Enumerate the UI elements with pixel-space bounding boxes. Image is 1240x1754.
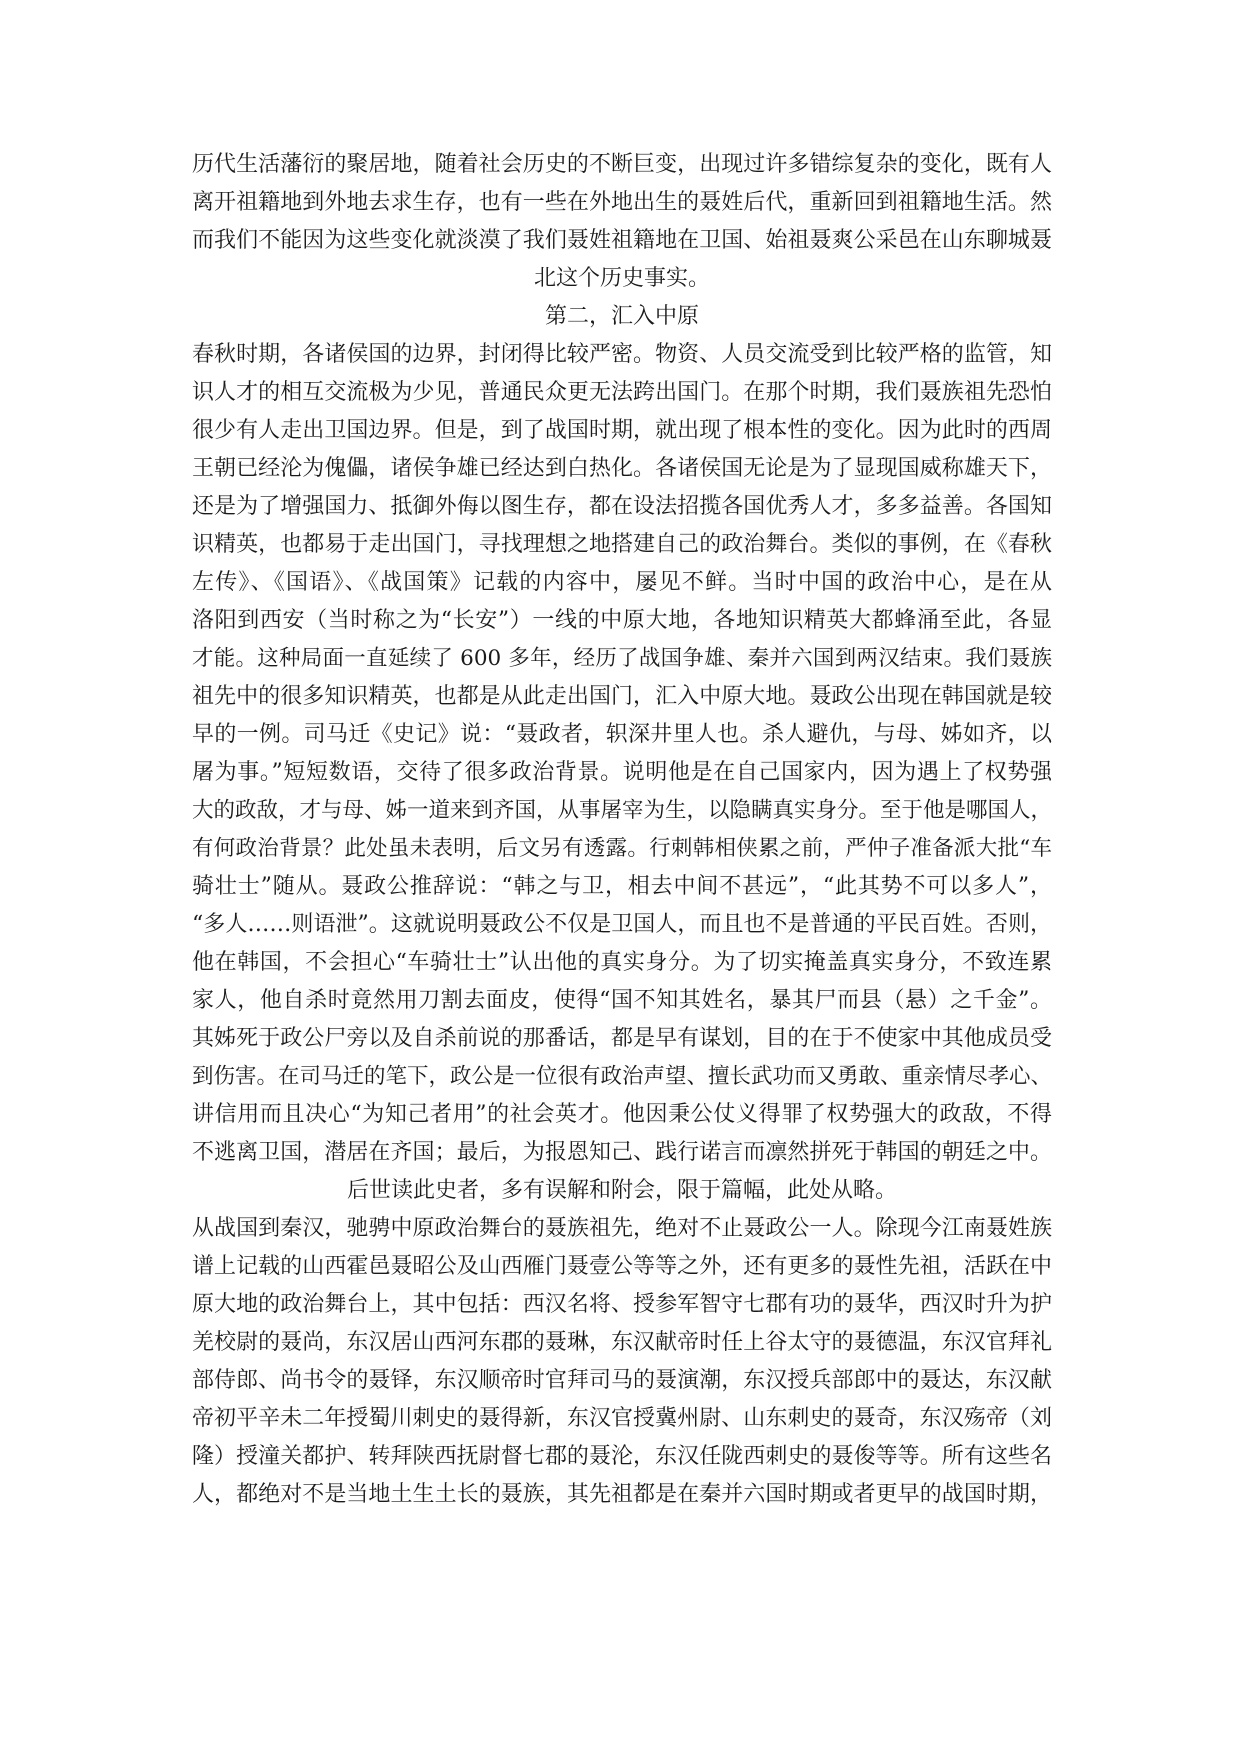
text-line: 原大地的政治舞台上，其中包括：西汉名将、授参军智守七郡有功的聂华，西汉时升为护 — [192, 1292, 1052, 1317]
text-line: 有何政治背景？此处虽未表明，后文另有透露。行刺韩相侠累之前，严仲子准备派大批“车 — [192, 836, 1052, 861]
text-line: 王朝已经沦为傀儡，诸侯争雄已经达到白热化。各诸侯国无论是为了显现国威称雄天下， — [192, 456, 1052, 481]
text-line: 离开祖籍地到外地去求生存，也有一些在外地出生的聂姓后代，重新回到祖籍地生活。然 — [192, 190, 1052, 215]
text-line: 识人才的相互交流极为少见，普通民众更无法跨出国门。在那个时期，我们聂族祖先恐怕 — [192, 380, 1052, 405]
text-line: 隆）授潼关都护、转拜陕西抚尉督七郡的聂沦，东汉任陇西刺史的聂俊等等。所有这些名 — [192, 1444, 1052, 1469]
text-line: 到伤害。在司马迁的笔下，政公是一位很有政治声望、擅长武功而又勇敢、重亲情尽孝心、 — [192, 1064, 1053, 1089]
text-line: 羌校尉的聂尚，东汉居山西河东郡的聂琳，东汉献帝时任上谷太守的聂德温，东汉官拜礼 — [192, 1330, 1052, 1355]
text-line: 骑壮士”随从。聂政公推辞说：“韩之与卫，相去中间不甚远”，“此其势不可以多人”， — [192, 874, 1052, 899]
text-line: 识精英，也都易于走出国门，寻找理想之地搭建自己的政治舞台。类似的事例，在《春秋 — [192, 532, 1052, 557]
text-line: 洛阳到西安（当时称之为“长安”）一线的中原大地，各地知识精英大都蜂涌至此，各显 — [192, 608, 1052, 633]
text-line: “多人……则语泄”。这就说明聂政公不仅是卫国人，而且也不是普通的平民百姓。否则， — [192, 912, 1052, 937]
text-line: 他在韩国，不会担心“车骑壮士”认出他的真实身分。为了切实掩盖真实身分，不致连累 — [192, 950, 1052, 975]
text-line: 家人，他自杀时竟然用刀割去面皮，使得“国不知其姓名，暴其尸而县（悬）之千金”。 — [192, 988, 1052, 1013]
text-line: 讲信用而且决心“为知己者用”的社会英才。他因秉公仗义得罪了权势强大的政敌，不得 — [192, 1102, 1052, 1127]
text-line: 而我们不能因为这些变化就淡漠了我们聂姓祖籍地在卫国、始祖聂爽公采邑在山东聊城聂 — [192, 228, 1052, 253]
text-line: 大的政敌，才与母、姊一道来到齐国，从事屠宰为生，以隐瞒真实身分。至于他是哪国人， — [192, 798, 1053, 823]
text-line: 还是为了增强国力、抵御外侮以图生存，都在设法招揽各国优秀人才，多多益善。各国知 — [192, 494, 1052, 519]
text-line: 早的一例。司马迁《史记》说：“聂政者，轵深井里人也。杀人避仇，与母、姊如齐，以 — [192, 722, 1052, 747]
text-line: 屠为事。”短短数语，交待了很多政治背景。说明他是在自己国家内，因为遇上了权势强 — [192, 760, 1052, 785]
text-line: 祖先中的很多知识精英，也都是从此走出国门，汇入中原大地。聂政公出现在韩国就是较 — [192, 684, 1052, 709]
text-line: 其姊死于政公尸旁以及自杀前说的那番话，都是早有谋划，目的在于不使家中其他成员受 — [192, 1026, 1052, 1051]
text-line: 谱上记载的山西霍邑聂昭公及山西雁门聂壹公等等之外，还有更多的聂性先祖，活跃在中 — [192, 1254, 1052, 1279]
centered-text-line: 后世读此史者，多有误解和附会，限于篇幅，此处从略。 — [346, 1178, 897, 1203]
text-line: 很少有人走出卫国边界。但是，到了战国时期，就出现了根本性的变化。因为此时的西周 — [192, 418, 1052, 443]
centered-text-line: 第二，汇入中原 — [544, 304, 699, 329]
centered-text-line: 北这个历史事实。 — [533, 266, 710, 291]
text-line: 部侍郎、尚书令的聂铎，东汉顺帝时官拜司马的聂演潮，东汉授兵部郎中的聂达，东汉献 — [192, 1368, 1052, 1393]
text-line: 历代生活藩衍的聚居地，随着社会历史的不断巨变，出现过许多错综复杂的变化，既有人 — [192, 152, 1052, 177]
text-line: 帝初平辛未二年授蜀川刺史的聂得新，东汉官授冀州尉、山东刺史的聂奇，东汉殇帝（刘 — [192, 1406, 1052, 1431]
text-line: 从战国到秦汉，驰骋中原政治舞台的聂族祖先，绝对不止聂政公一人。除现今江南聂姓族 — [192, 1216, 1052, 1241]
text-line: 才能。这种局面一直延续了 600 多年，经历了战国争雄、秦并六国到两汉结束。我们聂族 — [192, 646, 1052, 671]
body-text — [192, 146, 1052, 1514]
text-line: 不逃离卫国，潜居在齐国；最后，为报恩知己、践行诺言而凛然拼死于韩国的朝廷之中。 — [192, 1140, 1052, 1165]
text-line: 人，都绝对不是当地土生土长的聂族，其先祖都是在秦并六国时期或者更早的战国时期， — [192, 1482, 1052, 1507]
text-line: 春秋时期，各诸侯国的边界，封闭得比较严密。物资、人员交流受到比较严格的监管，知 — [192, 342, 1052, 367]
text-line: 左传》、《国语》、《战国策》记载的内容中，屡见不鲜。当时中国的政治中心，是在从 — [192, 570, 1052, 595]
